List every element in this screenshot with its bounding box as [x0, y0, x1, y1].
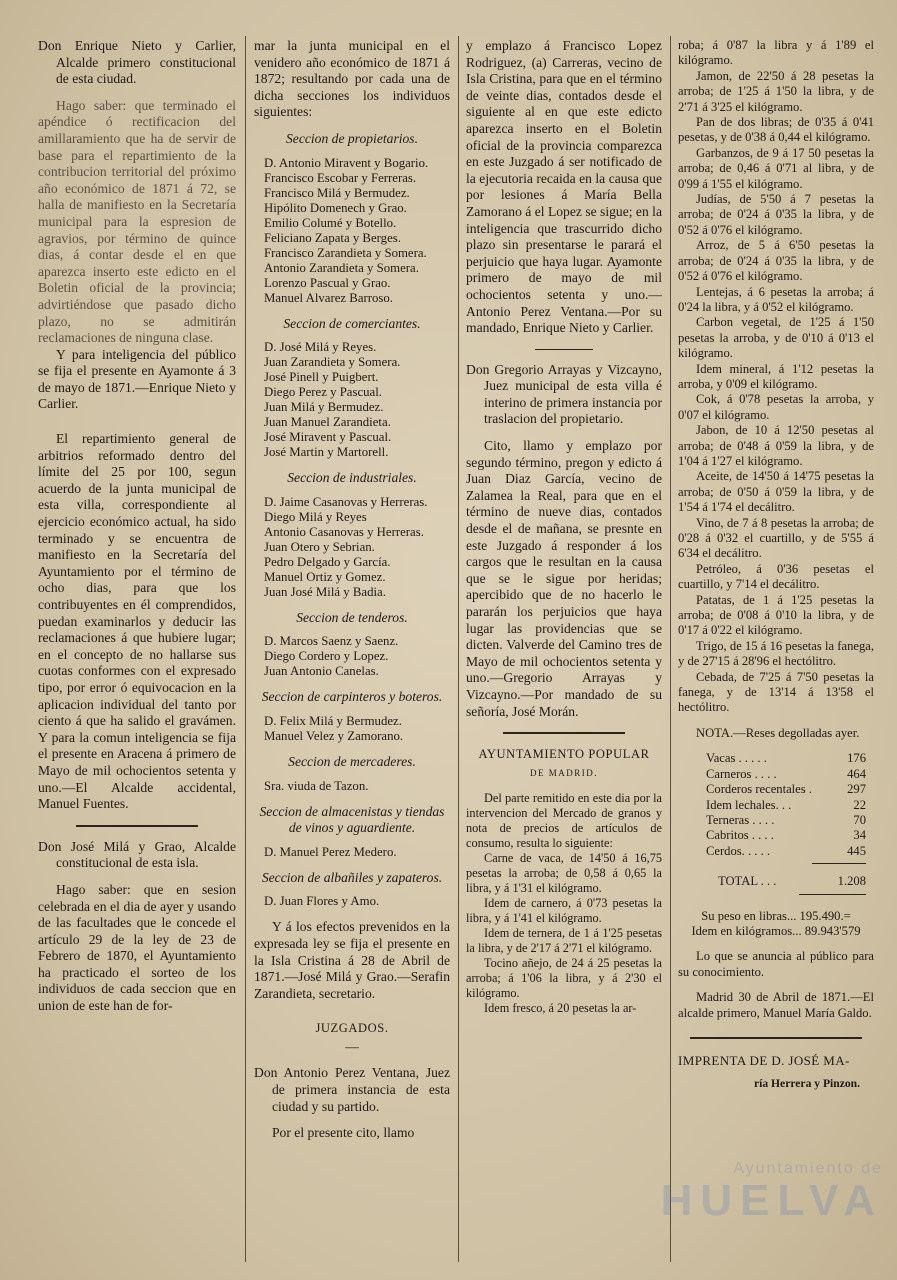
table-row [706, 844, 866, 859]
list-item: Diego Cordero y Lopez. [264, 649, 389, 664]
table-row [706, 798, 866, 813]
price-item: Garbanzos, de 9 á 17 50 pesetas la arroba; de 0,46 á 0'71 al libra, y de 0'99 á 1'55 el kilógramo. [678, 145, 874, 191]
price-item: Jamon, de 22'50 á 28 pesetas la arroba; de 1'25 á 1'50 la libra, y de 2'71 á 3'25 el kilógramo. [678, 68, 874, 114]
price-list [466, 851, 662, 1016]
ayuntamiento-heading: AYUNTAMIENTO POPULAR [478, 747, 650, 762]
edict-heading-mila: Don José Milá y Grao, Alcalde constitucional de esta isla. [38, 838, 236, 871]
price-item: Pan de dos libras; de 0'35 á 0'41 pesetas, y de 0'38 á 0,44 el kilógramo. [678, 115, 874, 145]
madrid-signature: Madrid 30 de Abril de 1871.—El alcalde primero, Manuel María Galdo. [678, 990, 874, 1020]
list-item: D. Marcos Saenz y Saenz. [264, 634, 399, 649]
section-title: Seccion de propietarios. [285, 130, 418, 146]
name-list [254, 714, 450, 744]
name-list [254, 779, 450, 794]
list-item: Hipólito Domenech y Grao. [264, 200, 407, 215]
list-item: Feliciano Zapata y Berges. [264, 230, 401, 245]
list-item: D. Felix Milá y Bermudez. [264, 713, 402, 728]
peso-libras: Su peso en libras... 195.490.= [701, 908, 851, 923]
list-item: Juan Milá y Bermudez. [264, 400, 384, 415]
price-item: Jabon, de 10 á 12'50 pesetas al arroba; de 0'48 á 0'59 la libra, y de 1'04 á 1'27 el kilógramo. [678, 423, 874, 468]
section-title: Seccion de carpinteros y boteros. [261, 689, 443, 705]
list-item: Antonio Casanovas y Herreras. [264, 524, 424, 539]
row-value: 297 [847, 782, 866, 797]
name-list [254, 495, 450, 600]
edict-body-emplazo: y emplazo á Francisco Lopez Rodriguez, (a) Carreras, vecino de Isla Cristina, para que en el término de veinte dias, contados desde el siguiente al en que este edicto aparezca inserto en el Boletin oficial de la provincia comparezca en este Juzgado á ser notificado de la ejecutoria recaida en la causa que por lesiones á María Bella Zamorano á el Lopez se sigue; en la inteligencia que trascurrido dicho plazo sin presentarse le parará el perjuicio que haya lugar. Ayamonte primero de mayo de mil ochocientos setenta y uno.—Antonio Perez Ventana.—Por su mandado, Enrique Nieto y Carlier. [466, 38, 662, 336]
list-item: Juan Manuel Zarandieta. [264, 415, 391, 430]
edict-body-amillaramiento: Hago saber: que terminado el apéndice ó rectificacion del amillaramiento que ha de servir de base para el repartimiento de la contribucion territorial del próximo año económico de 1871 á 72, se halla de manifiesto en la Secretaría municipal para la espresion de agravios, por término de quince dias, á contar desde el en que aparezca inserto este edicto en el Boletin oficial de la provincia; advirtiéndose que pasado dicho plazo, no se admitirán reclamaciones de ninguna clase. [38, 97, 236, 346]
price-list [678, 38, 874, 716]
reses-note: NOTA.—Reses degolladas ayer. [696, 725, 860, 740]
junta-intro: mar la junta municipal en el venidero año económico de 1871 á 1872; resultando por cada una de dicha secciones los individuos siguientes: [254, 38, 450, 120]
watermark-line-2: HUELVA [660, 1176, 883, 1225]
section-rule [76, 825, 199, 827]
price-item: roba; á 0'87 la libra y á 1'89 el kilógramo. [678, 38, 874, 68]
price-item: Trigo, de 15 á 16 pesetas la fanega, y de 27'15 á 28'96 el hectólitro. [678, 638, 874, 669]
list-item: D. Juan Flores y Amo. [264, 894, 380, 909]
edict-body-valverde: Cito, llamo y emplazo por segundo término, pregon y edicto á Juan Diaz García, vecino de Zalamea la Real, para que en el término de nueve dias, contados desde el de mañana, se presnte en este Juzgado á responder á los cargos que le resultan en la causa que se le sigue por heridas; apercibido que de no hacerlo le pararán los perjuicios que haya lugar las providencias que se dicten. Valverde del Camino tres de Mayo de mil ochocientos setenta y uno.—Gregorio Arrayas y Vizcayno.—Por mandado de su señoría, José Morán. [466, 438, 662, 719]
table-row [706, 751, 866, 766]
list-item: José Martin y Martorell. [264, 445, 389, 460]
price-item: Cebada, de 7'25 á 7'50 pesetas la fanega, y de 13'14 á 13'58 el hectólitro. [678, 669, 874, 715]
price-item: Vino, de 7 á 8 pesetas la arroba; de 0'28 á 0'32 el cuartillo, y de 5'55 á 6'34 el decálitro. [678, 515, 874, 561]
total-row [678, 874, 874, 889]
row-value: 176 [847, 751, 866, 766]
price-item: Lentejas, á 6 pesetas la arroba; á 0'24 la libra, y á 0'52 el kilógramo. [678, 284, 874, 314]
section-rule [503, 732, 625, 734]
row-label: Cabritos . . . . [706, 828, 774, 843]
list-item: D. Manuel Perez Medero. [264, 844, 397, 859]
junta-closing: Y á los efectos prevenidos en la expresada ley se fija el presente en la Isla Cristina á 28 de Abril de 1871.—José Milá y Grao.—Serafin Zarandieta, secretario. [254, 919, 450, 1001]
list-item: Juan Otero y Sebrian. [264, 539, 375, 554]
column-divider [458, 36, 459, 1262]
edict-body-aracena: El repartimiento general de arbitrios reformado dentro del límite del 25 por 100, segun acuerdo de la junta municipal de esta villa, correspondiente al ejercicio económico actual, ha sido terminado y se encuentra de manifiesto en la Secretaría del Ayuntamiento por el término de ocho dias, para que los contribuyentes en él comprendidos, puedan examinarlos y deducir las reclamaciones á que hubiere lugar; en el concepto de no hallarse sus cuotas conformes con el expresado tipo, por error ó equivocacion en la aplicacion individual del tanto por ciento á que ha salido el gravámen. Y para la comun inteligencia se fija el presente en Aracena á primero de Mayo de mil ochocientos setenta y uno.—El Alcalde accidental, Manuel Fuentes. [38, 431, 236, 812]
imprenta-footer [678, 1053, 874, 1092]
column-divider [245, 36, 246, 1262]
list-item: Antonio Zarandieta y Somera. [264, 260, 419, 275]
row-value: 34 [853, 828, 866, 843]
sum-rule [799, 894, 866, 895]
list-item: Juan Zarandieta y Somera. [264, 355, 401, 370]
column-divider [670, 36, 671, 1262]
table-row [706, 813, 866, 828]
sum-rule [812, 863, 866, 864]
price-item: Judías, de 5'50 á 7 pesetas la arroba; de 0'24 á 0'35 la libra, y de 0'52 á 0'76 el kilógramo. [678, 192, 874, 237]
price-item: Carbon vegetal, de 1'25 á 1'50 pesetas la arroba, y de 0'10 á 0'13 el kilógramo. [678, 315, 874, 361]
juzgados-dash: — [345, 1038, 359, 1054]
price-item: Carne de vaca, de 14'50 á 16,75 pesetas la arroba; de 0,58 á 0,65 la libra, y á 1'31 el kilógramo. [466, 851, 662, 896]
edict-heading-nieto: Don Enrique Nieto y Carlier, Alcalde primero constitucional de esta ciudad. [38, 38, 236, 87]
price-item: Idem de ternera, de 1 á 1'25 pesetas la libra, y de 2'17 á 2'71 el kilógramo. [466, 926, 662, 956]
table-row [706, 782, 866, 797]
name-list [254, 156, 450, 306]
reses-table [678, 751, 874, 864]
list-item: Pedro Delgado y García. [264, 554, 391, 569]
edict-body-ayamonte: Y para inteligencia del público se fija el presente en Ayamonte á 3 de mayo de 1871.—Enrique Nieto y Carlier. [38, 346, 236, 412]
row-label: Carneros . . . . [706, 766, 777, 781]
edict-body-sorteo: Hago saber: que en sesion celebrada en el dia de ayer y usando de las facultades que le concede el artículo 29 de la ley de 23 de Febrero de 1870, el Ayuntamiento ha practicado el sorteo de los individuos de cada seccion que en union de este han de for- [38, 881, 236, 1014]
list-item: Lorenzo Pascual y Grao. [264, 275, 391, 290]
section-rule [535, 349, 594, 350]
price-item: Idem de carnero, á 0'73 pesetas la libra, y á 1'41 el kilógramo. [466, 896, 662, 926]
list-item: D. Jaime Casanovas y Herreras. [264, 494, 428, 509]
price-item: Patatas, de 1 á 1'25 pesetas la arroba; de 0'08 á 0'10 la libra, y de 0'17 á 0'22 el kilógramo. [678, 592, 874, 638]
section-title: Seccion de mercaderes. [288, 753, 416, 769]
row-label: Idem lechales. . . [706, 797, 792, 812]
list-item: Francisco Zarandieta y Somera. [264, 245, 427, 260]
list-item: Manuel Ortiz y Gomez. [264, 569, 386, 584]
list-item: D. José Milá y Reyes. [264, 340, 377, 355]
list-item: José Miravent y Pascual. [264, 430, 392, 445]
list-item: Diego Perez y Pascual. [264, 385, 382, 400]
column-3 [466, 38, 662, 1260]
watermark-line-1: Ayuntamiento de [733, 1160, 883, 1177]
list-item: Francisco Milá y Bermudez. [264, 185, 410, 200]
total-label: TOTAL . . . [718, 874, 777, 889]
list-item: Diego Milá y Reyes [264, 509, 367, 524]
row-value: 445 [847, 843, 866, 858]
section-rule [690, 1037, 862, 1039]
price-item: Petróleo, á 0'36 pesetas el cuartillo, y 7'14 el decálitro. [678, 561, 874, 592]
section-title: Seccion de albañiles y zapateros. [261, 869, 443, 885]
row-value: 22 [853, 797, 866, 812]
edict-body-cito: Por el presente cito, llamo [272, 1125, 415, 1141]
name-list [254, 340, 450, 460]
row-value: 464 [847, 766, 866, 781]
row-value: 70 [853, 812, 866, 827]
name-list [254, 894, 450, 909]
row-label: Corderos recentales . [706, 782, 812, 797]
list-item: Emilio Columé y Botello. [264, 215, 397, 230]
section-title: Seccion de comerciantes. [283, 315, 421, 331]
total-value: 1.208 [837, 874, 866, 889]
name-list [254, 845, 450, 860]
column-2 [254, 38, 450, 1260]
anuncio-text: Lo que se anuncia al público para su conocimiento. [678, 949, 874, 979]
juzgados-heading: JUZGADOS. [315, 1021, 389, 1036]
list-item: Juan Antonio Canelas. [264, 664, 379, 679]
column-1 [38, 38, 236, 1260]
price-item: Arroz, de 5 á 6'50 pesetas la arroba; de 0'24 á 0'35 la libra, y de 0'52 á 0'76 el kilógramo. [678, 238, 874, 284]
table-row [706, 828, 866, 843]
list-item: Francisco Escobar y Ferreras. [264, 170, 417, 185]
section-title: Seccion de industriales. [287, 470, 417, 486]
list-item: Sra. viuda de Tazon. [264, 778, 369, 793]
section-title: Seccion de tenderos. [296, 609, 408, 625]
section-title: Seccion de almacenistas y tiendas de vinos y aguardiente. [259, 803, 445, 836]
peso-kilogramos: Idem en kilógramos... 89.943'579 [691, 923, 861, 938]
imprenta-line-2: ría Herrera y Pinzon. [753, 1077, 860, 1091]
list-item: José Pinell y Puigbert. [264, 370, 379, 385]
row-label: Cerdos. . . . . [706, 843, 771, 858]
edict-heading-perez-ventana: Don Antonio Perez Ventana, Juez de primera instancia de esta ciudad y su partido. [254, 1065, 450, 1114]
list-item: Manuel Velez y Zamorano. [264, 728, 404, 743]
price-item: Idem mineral, á 1'12 pesetas la arroba, y 0'09 el kilógramo. [678, 361, 874, 391]
price-item: Cok, á 0'78 pesetas la arroba, y 0'07 el kilógramo. [678, 392, 874, 422]
row-label: Terneras . . . . [706, 812, 775, 827]
price-item: Idem fresco, á 20 pesetas la ar- [484, 1001, 637, 1016]
list-item: Manuel Alvarez Barroso. [264, 290, 393, 305]
ayuntamiento-subheading: DE MADRID. [530, 767, 598, 778]
price-item: Tocino añejo, de 24 á 25 pesetas la arroba; á 1'06 la libra, y á 2'30 el kilógramo. [466, 956, 662, 1001]
price-item: Aceite, de 14'50 á 14'75 pesetas la arroba; de 0'50 á 0'59 la libra, y de 1'54 á 1'74 el decálitro. [678, 469, 874, 515]
edict-heading-arrayas: Don Gregorio Arrayas y Vizcayno, Juez municipal de esta villa é interino de primera instancia por traslacion del propietario. [466, 361, 662, 427]
row-label: Vacas . . . . . [706, 751, 767, 766]
list-item: Juan José Milá y Badia. [264, 584, 386, 599]
mercado-intro: Del parte remitido en este dia por la intervencion del Mercado de granos y nota de precios de artículos de consumo, resulta lo siguiente: [466, 791, 662, 851]
imprenta-line-1: IMPRENTA DE D. JOSÉ MA- [678, 1052, 850, 1068]
column-4 [678, 38, 874, 1260]
list-item: D. Antonio Miravent y Bogario. [264, 155, 429, 170]
name-list [254, 634, 450, 679]
table-row [706, 767, 866, 782]
